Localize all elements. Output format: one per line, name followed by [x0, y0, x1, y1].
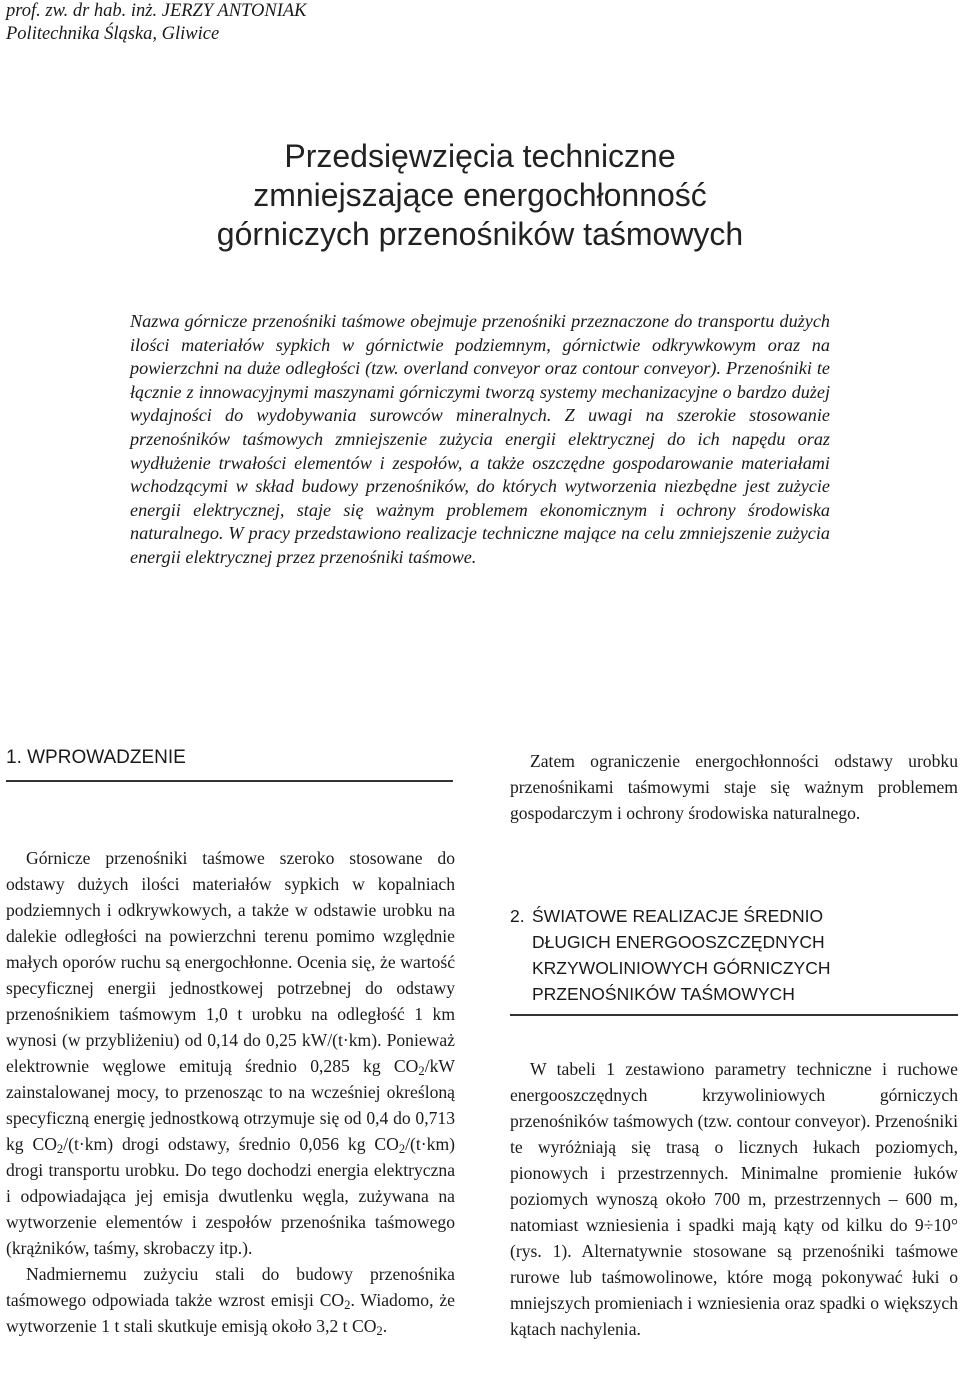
section-1-heading: 1. WPROWADZENIE — [6, 747, 186, 768]
abstract: Nazwa górnicze przenośniki taśmowe obejmuje przenośniki przeznaczone do transportu dużych ilości materiałów sypkich w górnictwie podziemnym, górnictwie odkrywkowym oraz na powierzchni na duże odległości (tzw. overland conveyor oraz contour conveyor). Przenośniki te łącznie z innowacyjnymi maszynami górniczymi tworzą systemy mechanizacyjne o bardzo dużej wydajności do wydobywania surowców mineralnych. Z uwagi na szerokie stosowanie przenośników taśmowych zmniejszenie zużycia energii elektrycznej do ich napędu oraz wydłużenie trwałości elementów i zespołów, a także oszczędne gospodarowanie materiałami wchodzącymi w skład budowy przenośników, do których wytworzenia niezbędne jest zużycie energii elektrycznej, staje się ważnym problemem ekonomicznym i ochrony środowiska naturalnego. W pracy przedstawiono realizacje techniczne mające na celu zmniejszenie zużycia energii elektrycznej przez przenośniki taśmowe. — [130, 311, 830, 567]
section-2-paragraph-1: W tabeli 1 zestawiono parametry techniczne i ruchowe energooszczędnych krzywoliniowych górniczych przenośników taśmowych (tzw. contour conveyor). Przenośniki te wyróżniają się trasą o licznych łukach poziomych, pionowych i przestrzennych. Minimalne promienie łuków poziomych wynoszą około 700 m, przestrzennych – 600 m, natomiast wzniesienia i spadki mają kąty od kilku do 9÷10° (rys. 1). Alternatywnie stosowane są przenośniki taśmowe rurowe lub taśmowolinowe, które mogą pokonywać łuki o mniejszych promieniach i wzniesienia oraz spadki o większych kątach nachylenia. — [510, 1059, 958, 1339]
left-column — [6, 845, 455, 1339]
section-1-paragraph-1: Górnicze przenośniki taśmowe szeroko stosowane do odstawy dużych ilości materiałów sypkich w kopalniach podziemnych i odkrywkowych, a także w odstawie urobku na dalekie odległości na powierzchni terenu pomimo względnie małych oporów ruchu są energochłonne. Ocenia się, że wartość specyficznej energii jednostkowej potrzebnej do odstawy przenośnikiem taśmowym 1,0 t urobku na odległość 1 km wynosi (w przybliżeniu) od 0,14 do 0,25 kW/(t·km). Ponieważ elektrownie węglowe emitują średnio 0,285 kg $CO_2/kW$ zainstalowanej mocy, to przenosząc to na wcześniej określoną specyficzną energię jednostkową otrzymuje się od 0,4 do 0,713 kg $CO_2/(t\cdot km)$ drogi odstawy, średnio 0,056 kg $CO_2/(t\cdot km)$ drogi transportu urobku. Do tego dochodzi energia elektryczna i odpowiadająca jej emisja dwutlenku węgla, zużywana na wytworzenie elementów i zespołów przenośnika taśmowego (krążników, taśmy, skrobaczy itp.). — [6, 848, 455, 1258]
right-column-body — [510, 1056, 958, 1342]
section-2-heading-line-1: ŚWIATOWE REALIZACJE ŚREDNIO — [532, 906, 824, 926]
right-column-intro — [510, 748, 958, 826]
title-line-2: zmniejszające energochłonność — [253, 177, 707, 213]
section-1-paragraph-2: Nadmiernemu zużyciu stali do budowy przenośnika taśmowego odpowiada także wzrost emisji $CO_2$. Wiadomo, że wytworzenie 1 t stali skutkuje emisją około 3,2 t $CO_2$. — [6, 1264, 455, 1339]
section-2-number: 2. — [510, 906, 525, 926]
section-2-heading-line-2: DŁUGICH ENERGOOSZCZĘDNYCH — [532, 932, 825, 952]
intro-paragraph: Zatem ograniczenie energochłonności odstawy urobku przenośnikami taśmowymi staje się ważnym problemem gospodarczym i ochrony środowiska naturalnego. — [510, 751, 958, 823]
section-2-heading-line-3: KRZYWOLINIOWYCH GÓRNICZYCH — [532, 958, 831, 978]
author-affiliation: Politechnika Śląska, Gliwice — [6, 24, 220, 44]
section-2-rule — [510, 1014, 958, 1016]
author-block — [6, 0, 307, 46]
section-2-heading-line-4: PRZENOŚNIKÓW TAŚMOWYCH — [532, 984, 795, 1004]
section-1-rule — [6, 780, 453, 782]
article-title — [100, 137, 860, 254]
title-line-3: górniczych przenośników taśmowych — [216, 216, 744, 252]
title-line-1: Przedsięwzięcia techniczne — [284, 138, 676, 174]
author-name: prof. zw. dr hab. inż. JERZY ANTONIAK — [6, 1, 307, 21]
section-2-heading — [510, 903, 958, 1007]
